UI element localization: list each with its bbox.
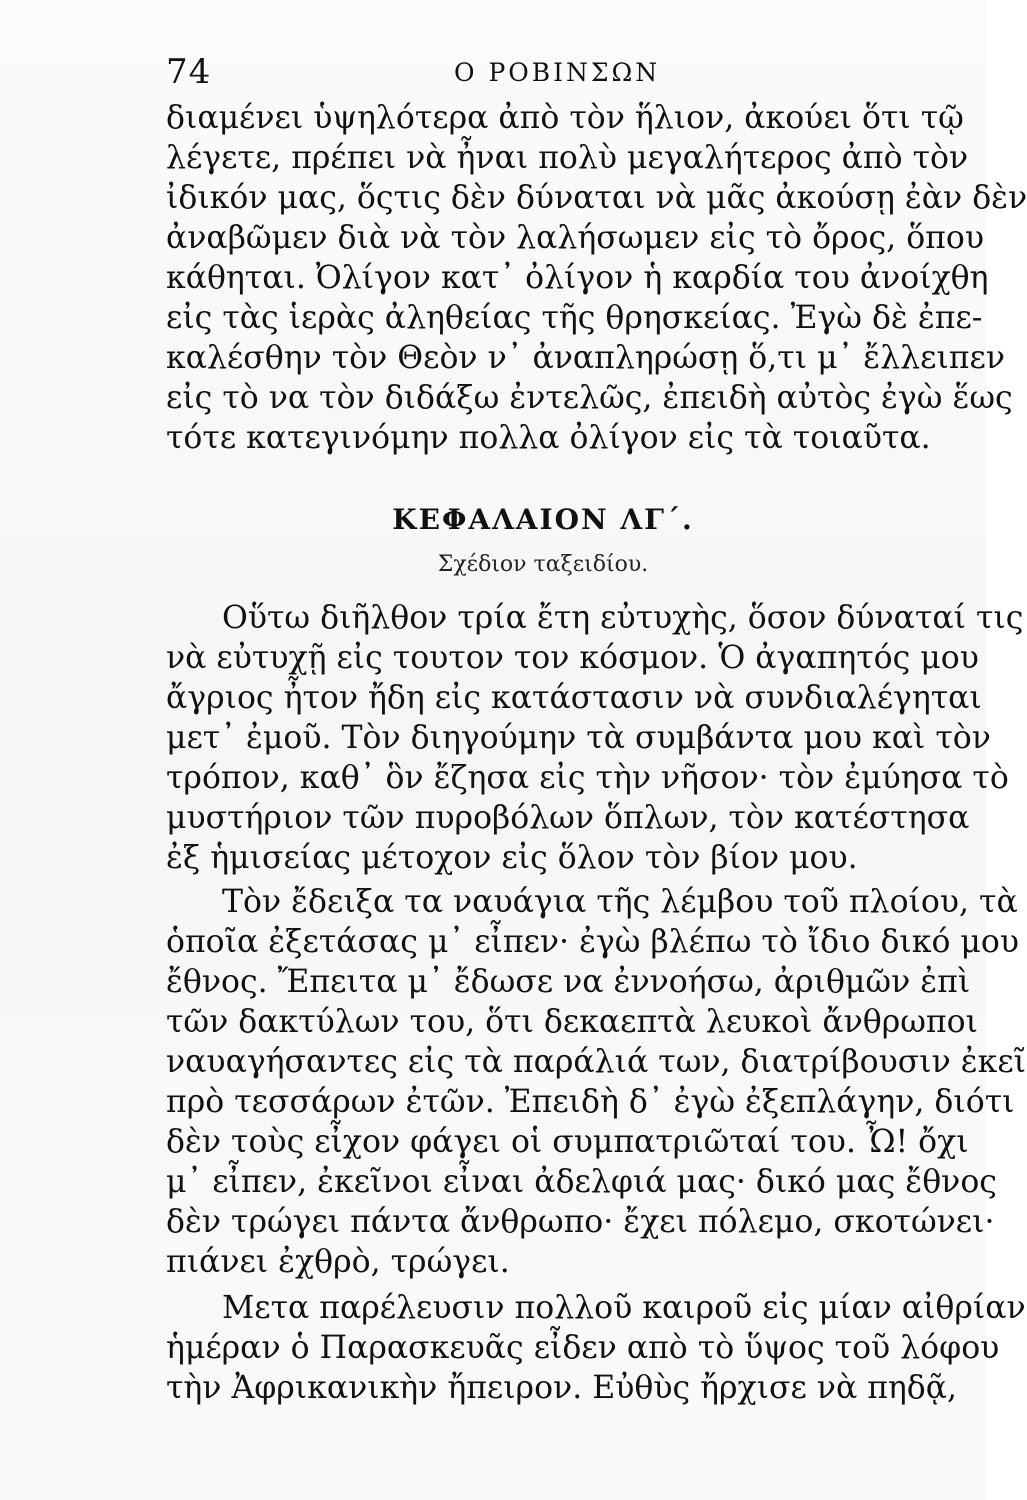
chapter-subtitle: Σχέδιον ταξειδίου. [437, 552, 649, 577]
text-line: μετ᾽ ἐμοῦ. Τὸν διηγούμην τὰ συμβάντα μου καὶ τὸν [166, 720, 991, 756]
text-line: ἀναβῶμεν διὰ νὰ τὸν λαλήσωμεν εἰς τὸ ὄρος, ὅπου [166, 220, 984, 256]
text-line: τῶν δακτύλων του, ὅτι δεκαεπτὰ λευκοὶ ἄνθρωποι [166, 1004, 978, 1040]
text-line: ἄγριος ἦτον ἤδη εἰς κατάστασιν νὰ συνδιαλέγηται [166, 680, 982, 716]
page-number: 74 [166, 52, 212, 92]
text-line: ἰδικόν μας, ὅςτις δὲν δύναται νὰ μᾶς ἀκούσῃ ἐὰν δὲν [166, 180, 1027, 216]
chapter-title: ΚΕΦΑΛΑΙΟΝ ΛΓ΄. [392, 503, 694, 536]
text-line: τρόπον, καθ᾽ ὃν ἔζησα εἰς τὴν νῆσον· τὸν ἐμύησα τὸ [166, 760, 1009, 796]
text-line: τὴν Ἀφρικανικὴν ἤπειρον. Εὐθὺς ἤρχισε νὰ πηδᾷ, [166, 1370, 958, 1406]
text-line: μ᾽ εἶπεν, ἐκεῖνοι εἶναι ἀδελφιά μας· δικό μας ἔθνος [166, 1164, 997, 1200]
text-line: ὁποῖα ἐξετάσας μ᾽ εἶπεν· ἐγὼ βλέπω τὸ ἴδιο δικό μου [166, 924, 1020, 960]
text-line: εἰς τὸ να τὸν διδάξω ἐντελῶς, ἐπειδὴ αὐτὸς ἐγὼ ἕως [166, 380, 1013, 416]
text-line: ἔθνος. Ἔπειτα μ᾽ ἔδωσε να ἐννοήσω, ἀριθμῶν ἐπὶ [166, 964, 971, 1000]
text-line: λέγετε, πρέπει νὰ ἦναι πολὺ μεγαλήτερος ἀπὸ τὸν [166, 140, 969, 176]
text-line: πιάνει ἐχθρὸ, τρώγει. [166, 1244, 510, 1280]
text-line: ἡμέραν ὁ Παρασκευᾶς εἶδεν απὸ τὸ ὕψος τοῦ λόφου [166, 1330, 1000, 1366]
text-line: Μετα παρέλευσιν πολλοῦ καιροῦ εἰς μίαν αἰθρίαν [222, 1290, 1026, 1326]
text-line: καλέσθην τὸν Θεὸν ν᾽ ἀναπληρώσῃ ὅ,τι μ᾽ ἔλλειπεν [166, 340, 1005, 376]
text-line: ναυαγήσαντες εἰς τὰ παράλιά των, διατρίβουσιν ἐκεῖ [166, 1044, 1027, 1080]
text-line: κάθηται. Ὀλίγον κατ᾽ ὀλίγον ἡ καρδία του ἀνοίχθη [166, 260, 989, 296]
text-line: μυστήριον τῶν πυροβόλων ὅπλων, τὸν κατέστησα [166, 800, 970, 836]
text-line: εἰς τὰς ἱερὰς ἀληθείας τῆς θρησκείας. Ἐγὼ δὲ ἐπε- [166, 300, 983, 336]
running-title: Ο ΡΟΒΙΝΣΩΝ [454, 58, 661, 87]
text-line: διαμένει ὑψηλότερα ἀπὸ τὸν ἥλιον, ἀκούει ὅτι τῷ [166, 100, 964, 136]
page-header [166, 52, 920, 92]
text-line: τότε κατεγινόμην πολλα ὀλίγον εἰς τὰ τοιαῦτα. [166, 420, 931, 456]
text-line: δὲν τοὺς εἶχον φάγει οἱ συμπατριῶταί του. Ὦ! ὄχι [166, 1124, 969, 1160]
text-line: δὲν τρώγει πάντα ἄνθρωπο· ἔχει πόλεμο, σκοτώνει· [166, 1204, 995, 1240]
text-line: ἐξ ἡμισείας μέτοχον εἰς ὅλον τὸν βίον μου. [166, 840, 858, 876]
text-line: νὰ εὐτυχῇ εἰς τουτον τον κόσμον. Ὁ ἀγαπητός μου [166, 640, 979, 676]
text-line: Οὕτω διῆλθον τρία ἔτη εὐτυχὴς, ὅσον δύναταί τις [222, 600, 1024, 636]
text-line: πρὸ τεσσάρων ἐτῶν. Ἐπειδὴ δ᾽ ἐγὼ ἐξεπλάγην, διότι [166, 1084, 1015, 1120]
text-line: Τὸν ἔδειξα τα ναυάγια τῆς λέμβου τοῦ πλοίου, τὰ [222, 884, 1018, 920]
